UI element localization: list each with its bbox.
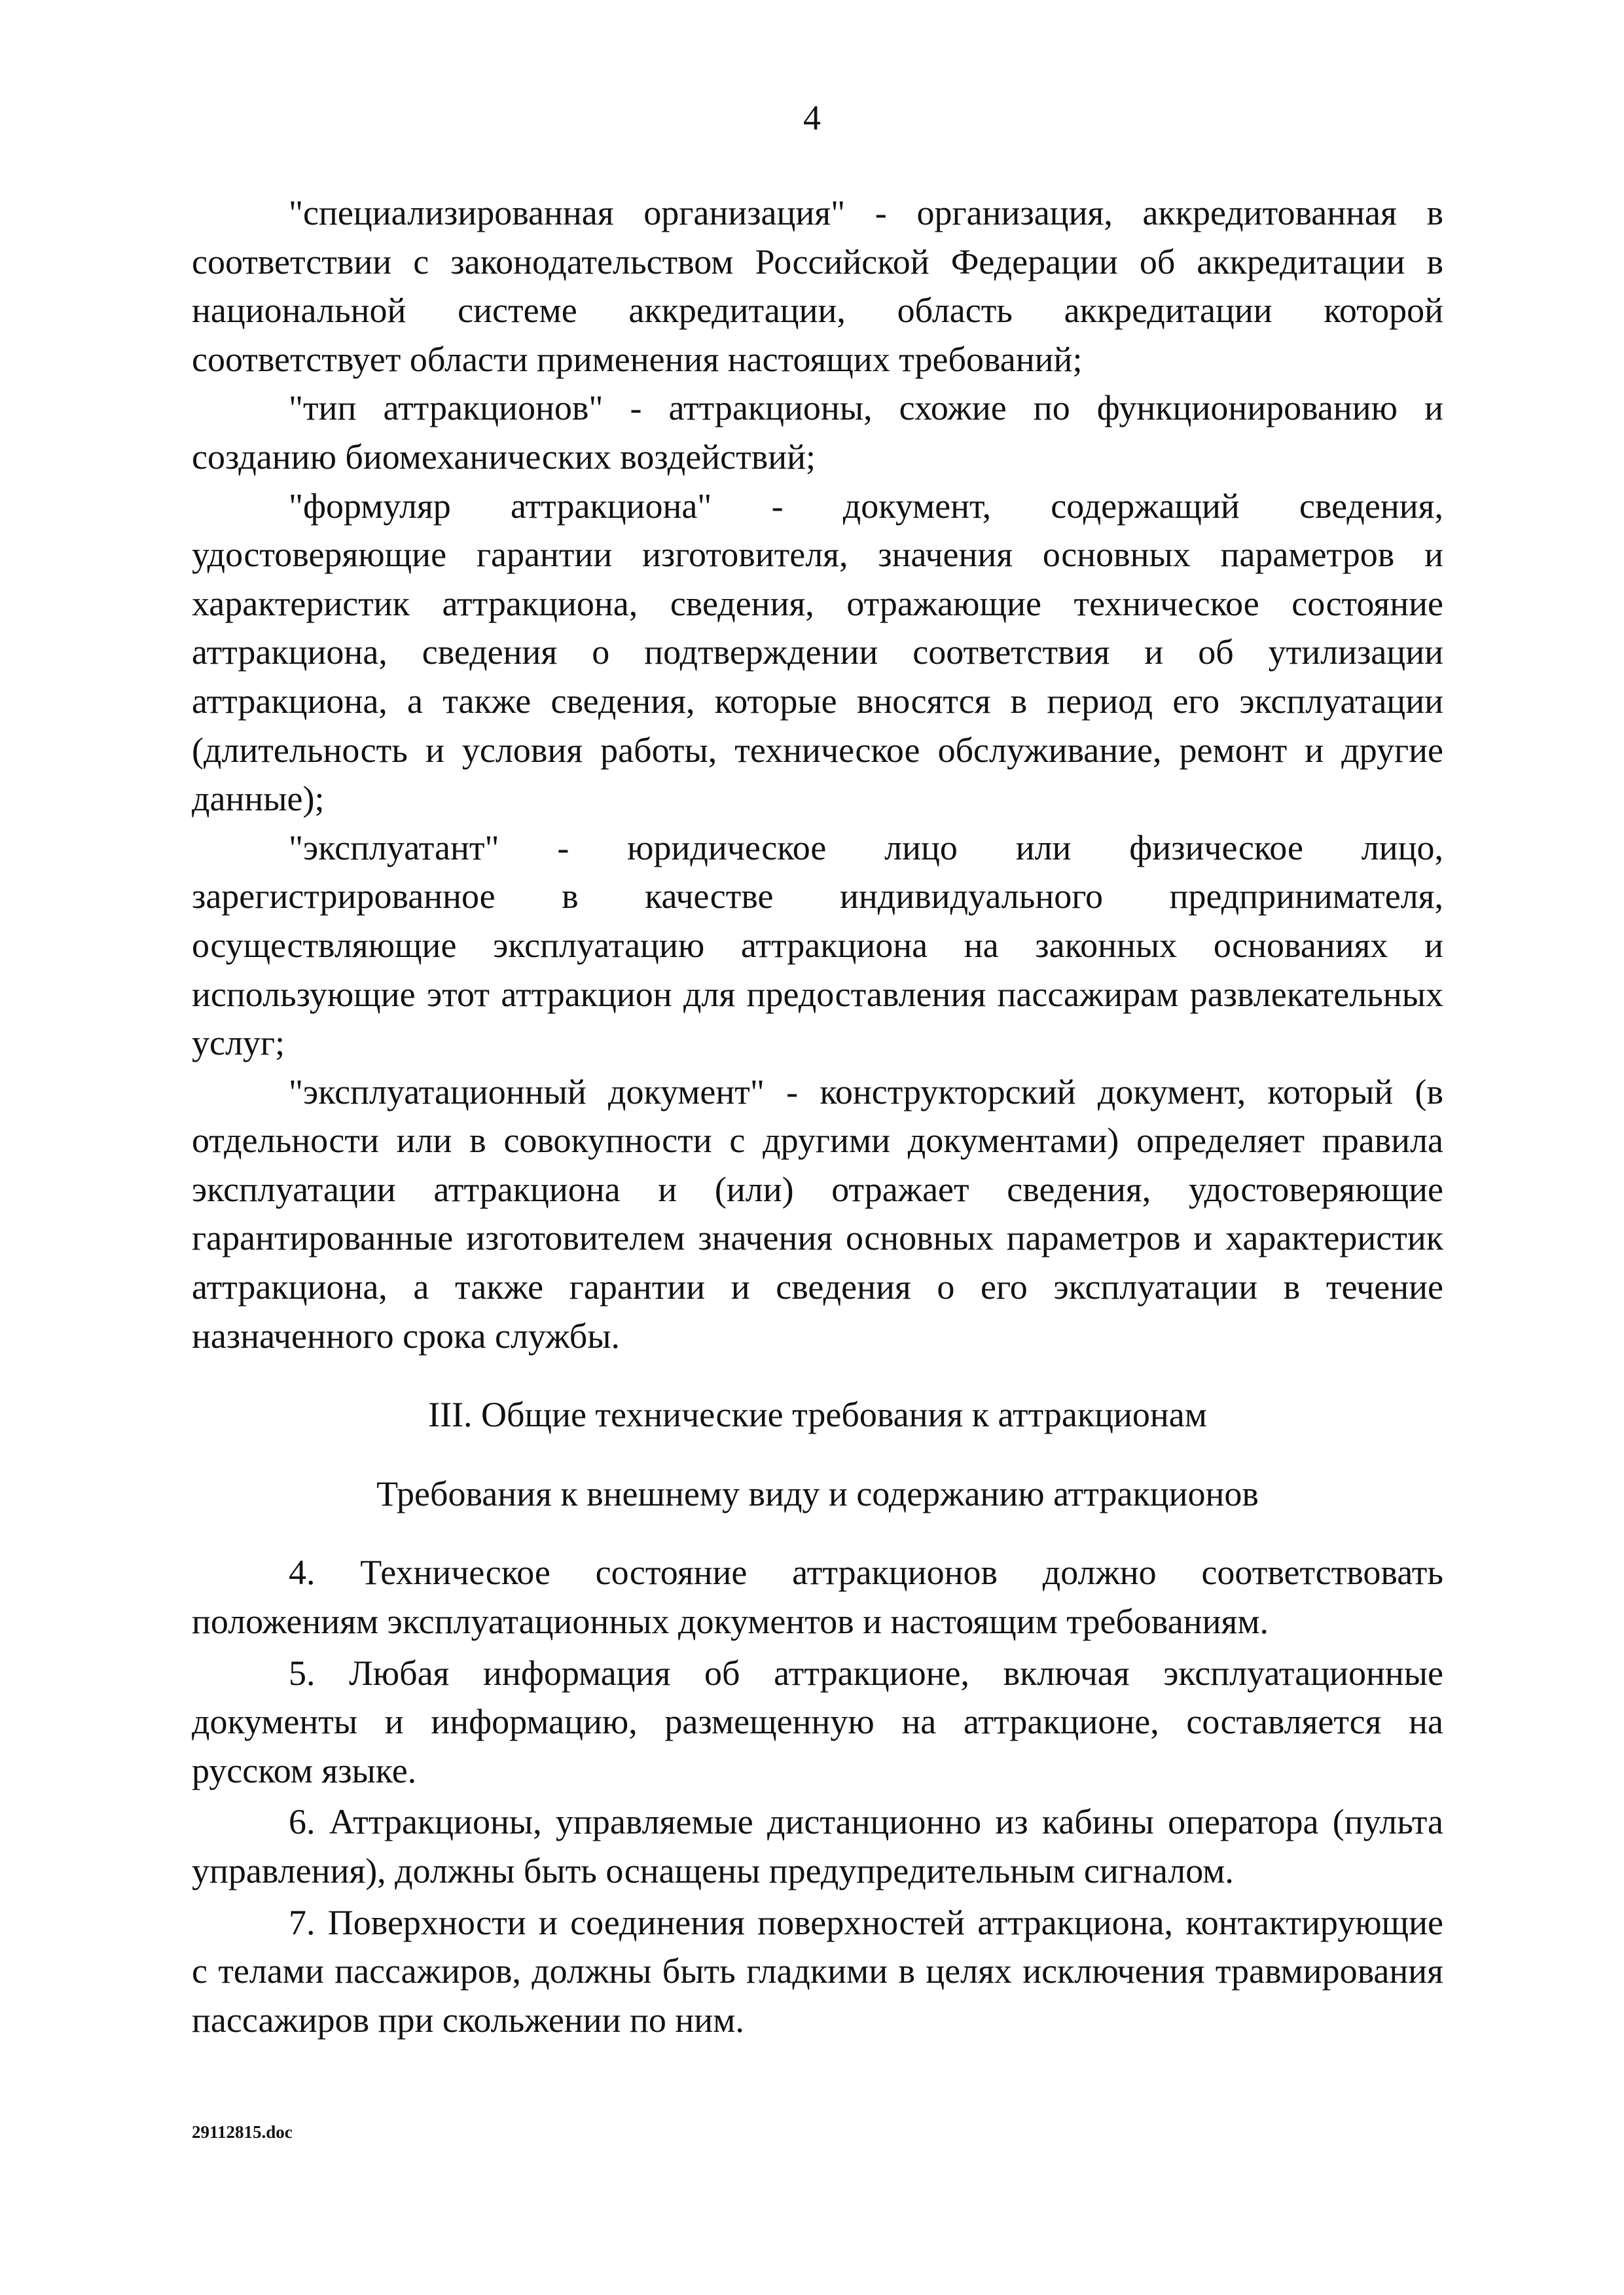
definition-operator: "эксплуатант" - юридическое лицо или физическое лицо, зарегистрированное в качестве индивидуального предпринимателя, осуществляющие эксплуатацию аттракциона на законных основаниях и использующие этот аттракцион для предоставления пассажирам развлекательных услуг; xyxy=(192,827,1443,1063)
requirement-item-7: 7. Поверхности и соединения поверхностей аттракциона, контактирующие с телами пассажиров, должны быть гладкими в целях исключения травмирования пассажиров при скольжении по ним. xyxy=(192,1902,1443,2040)
page-number: 4 xyxy=(803,98,821,137)
document-file-code: 29112815.doc xyxy=(192,2122,293,2142)
requirement-item-4: 4. Техническое состояние аттракционов должно соответствовать положениям эксплуатационных документов и настоящим требованиям. xyxy=(192,1553,1443,1642)
requirement-item-5: 5. Любая информация об аттракционе, включая эксплуатационные документы и информацию, размещенную на аттракционе, составляется на русском языке. xyxy=(192,1653,1443,1790)
document-body xyxy=(192,189,1443,2047)
subsection-heading: Требования к внешнему виду и содержанию аттракционов xyxy=(376,1473,1259,1513)
definition-attraction-type: "тип аттракционов" - аттракционы, схожие по функционированию и созданию биомеханических воздействий; xyxy=(192,388,1443,477)
definition-operational-document: "эксплуатационный документ" - конструкторский документ, который (в отдельности или в совокупности с другими документами) определяет правила эксплуатации аттракциона и (или) отражает сведения, удостоверяющие гарантированные изготовителем значения основных параметров и характеристик аттракциона, а также гарантии и сведения о его эксплуатации в течение назначенного срока службы. xyxy=(192,1072,1443,1356)
section-heading: III. Общие технические требования к аттракционам xyxy=(428,1395,1207,1435)
definition-specialized-organization: "специализированная организация" - организация, аккредитованная в соответствии с законодательством Российской Федерации об аккредитации в национальной системе аккредитации, область аккредитации которой соответствует области применения настоящих требований; xyxy=(192,193,1443,379)
definition-attraction-form: "формуляр аттракциона" - документ, содержащий сведения, удостоверяющие гарантии изготовителя, значения основных параметров и характеристик аттракциона, сведения, отражающие техническое состояние аттракциона, сведения о подтверждении соответствия и об утилизации аттракциона, а также сведения, которые вносятся в период его эксплуатации (длительность и условия работы, техническое обслуживание, ремонт и другие данные); xyxy=(192,486,1443,819)
definitions-list xyxy=(192,189,1443,1360)
requirements-list xyxy=(192,1548,1443,2044)
requirement-item-6: 6. Аттракционы, управляемые дистанционно из кабины оператора (пульта управления), должны быть оснащены предупредительным сигналом. xyxy=(192,1802,1443,1890)
